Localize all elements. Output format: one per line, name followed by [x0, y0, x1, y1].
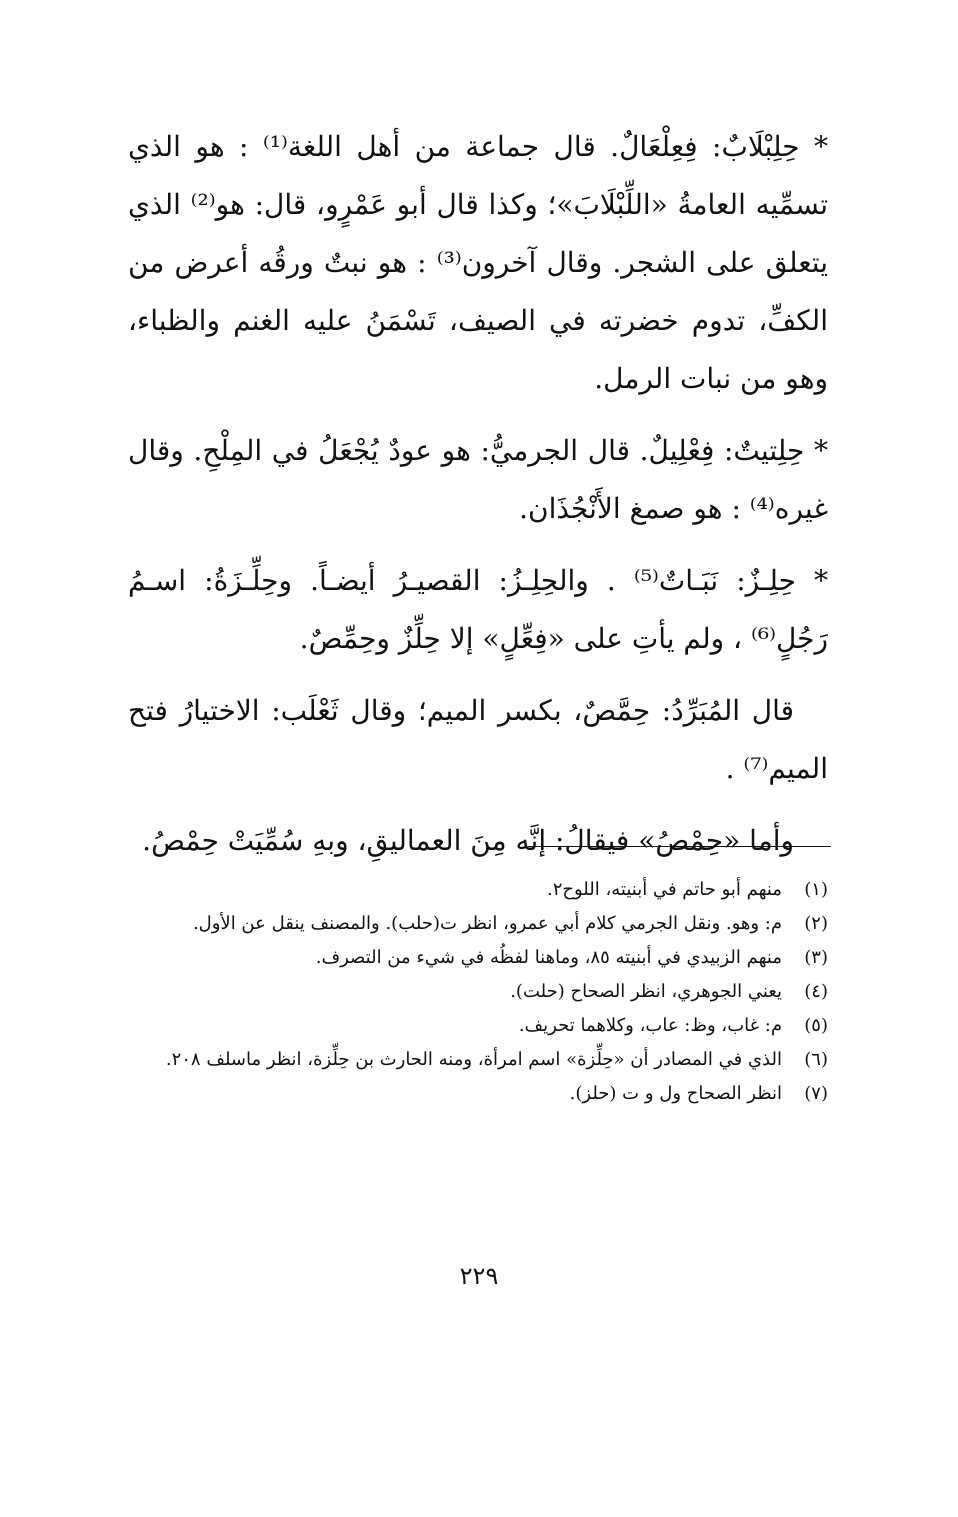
footnote: [128, 944, 828, 972]
footnote-text: الذي في المصادر أن «حِلِّزة» اسم امرأة، ومنه الحارث بن حِلِّزة، انظر ماسلف ٢٠٨.: [165, 1049, 782, 1070]
footnote: [128, 1046, 828, 1074]
paragraph: [128, 682, 828, 798]
footnote-number: (٧): [804, 1083, 828, 1104]
footnote-text: منهم الزبيدي في أبنيته ٨٥، وماهنا لفظُه في شيء من التصرف.: [315, 947, 782, 968]
footnote: [128, 978, 828, 1006]
footnote-text: م: غاب، وظ: عاب، وكلاهما تحريف.: [518, 1015, 782, 1036]
footnote-number: (٣): [804, 947, 828, 968]
footnote-number: (٦): [804, 1049, 828, 1070]
footnote-number: (٤): [804, 981, 828, 1002]
footnote-text: انظر الصحاح ول و ت (حلز).: [569, 1083, 782, 1104]
footnote: [128, 1012, 828, 1040]
footnote-number: (٢): [804, 913, 828, 934]
paragraph-text: قال المُبَرِّدُ: حِمَّصٌ، بكسر الميم؛ وقال ثَعْلَب: الاختيارُ فتح الميم⁽⁷⁾ .: [128, 694, 828, 785]
footnote-number: (١): [804, 879, 828, 900]
dictionary-entry: [128, 422, 828, 538]
dictionary-entry: [128, 118, 828, 408]
entry-text: * حِلِتيتٌ: فِعْلِيلٌ. قال الجرميُّ: هو عودٌ يُجْعَلُ في المِلْحِ. وقال غيره⁽⁴⁾ : هو صمغ الأَنْجُذَان.: [128, 434, 828, 525]
entry-text: * حِلِبْلَابٌ: فِعِلْعَالٌ. قال جماعة من أهل اللغة⁽¹⁾ : هو الذي تسمِّيه العامةُ «اللِّبْلَابَ»؛ وكذا قال أبو عَمْرٍو، قال: هو⁽²⁾ الذي يتعلق على الشجر. وقال آخرون⁽³⁾ : هو نبتٌ ورقُه أعرض من الكفِّ، تدوم خضرته في الصيف، تَسْمَنُ عليه الغنم والظباء، وهو من نبات الرمل.: [128, 130, 829, 395]
main-text-body: [128, 118, 828, 884]
footnotes: [128, 876, 828, 1114]
footnote-number: (٥): [804, 1015, 828, 1036]
footnote-text: م: وهو. ونقل الجرمي كلام أبي عمرو، انظر ت(حلب). والمصنف ينقل عن الأول.: [192, 913, 782, 934]
dictionary-entry: [128, 552, 828, 668]
footnote: [128, 876, 828, 904]
footnote: [128, 1080, 828, 1108]
entry-text: * حِلِـزٌ: نَبَـاتٌ⁽⁵⁾ . والحِلِـزُ: القصيـرُ أيضـاً. وحِلِّـزَةُ: اسـمُ رَجُلٍ⁽⁶⁾ ، ولم يأتِ على «فِعِّلٍ» إلا حِلِّزٌ وحِمِّصٌ.: [128, 564, 828, 655]
footnote: [128, 910, 828, 938]
paragraph-text: وأما «حِمْصُ» فيقالُ: إنَّه مِنَ العماليقِ، وبهِ سُمِّيَتْ حِمْصُ.: [142, 824, 794, 857]
footnote-divider: [528, 846, 831, 847]
footnote-text: منهم أبو حاتم في أبنيته، اللوح٢.: [546, 879, 782, 900]
page-number: ٢٢٩: [459, 1262, 499, 1290]
paragraph: [128, 812, 828, 870]
footnote-text: يعني الجوهري، انظر الصحاح (حلت).: [510, 981, 782, 1002]
